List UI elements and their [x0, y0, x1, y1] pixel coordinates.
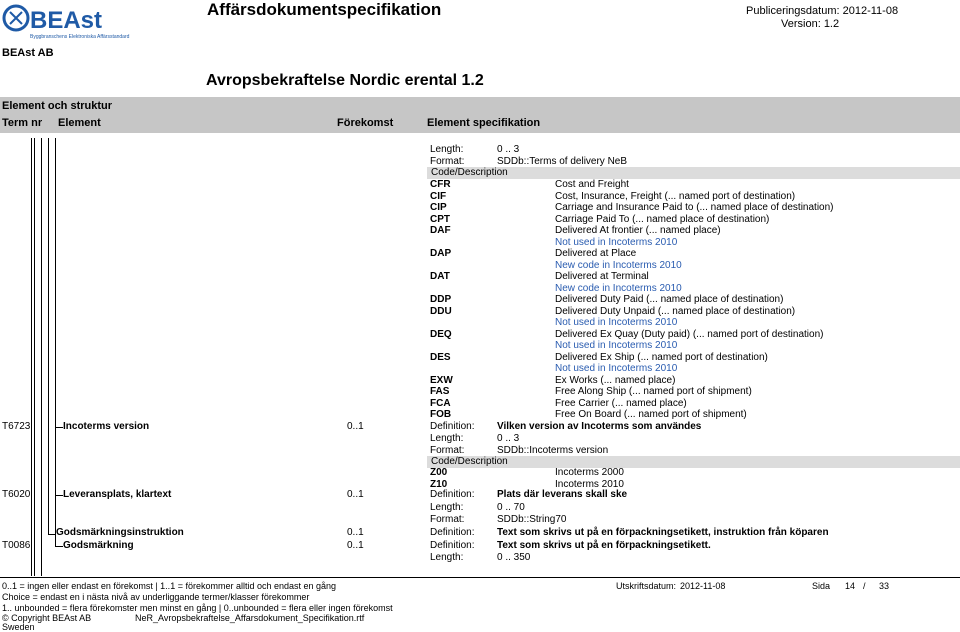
tree-line — [48, 138, 49, 534]
code-description-label: Code/Description — [431, 167, 508, 178]
format-value: SDDb::String70 — [497, 514, 567, 525]
length-label: Length: — [430, 433, 464, 444]
length-value: 0 .. 350 — [497, 552, 531, 563]
term-number: T6723 — [2, 421, 31, 432]
code: DDP — [430, 294, 452, 305]
spec-length-value: 0 .. 3 — [497, 144, 520, 155]
code-description: Delivered at Terminal — [555, 271, 649, 282]
file-name: NeR_Avropsbekraftelse_Affarsdokument_Specifikation.rtf — [135, 613, 365, 623]
spec-length-label: Length: — [430, 144, 464, 155]
page-label: Sida — [812, 581, 831, 591]
version — [781, 18, 839, 30]
code: CPT — [430, 213, 450, 225]
code: FOB — [430, 409, 452, 420]
incoterms-note: Not used in Incoterms 2010 — [555, 317, 678, 328]
length-value: 0 .. 70 — [497, 502, 525, 513]
incoterms-note: Not used in Incoterms 2010 — [555, 363, 678, 374]
occurrence: 0..1 — [347, 421, 364, 432]
incoterms-note: New code in Incoterms 2010 — [555, 282, 682, 294]
definition-text: Plats där leverans skall ske — [497, 489, 628, 500]
beast-logo — [2, 2, 130, 42]
page-number: 14 — [845, 581, 856, 591]
document-title: Affärsdokumentspecifikation — [207, 0, 442, 19]
code: Z10 — [430, 479, 448, 490]
code-description: Cost, Insurance, Freight (... named port of destination) — [555, 190, 796, 202]
length-label: Length: — [430, 552, 464, 563]
print-date: 2012-11-08 — [680, 581, 726, 591]
version-label: Version: — [781, 18, 821, 30]
format-label: Format: — [430, 514, 465, 525]
tree-branch — [48, 534, 56, 535]
code: FCA — [430, 397, 451, 409]
term-number: T6020 — [2, 489, 31, 500]
code-description: Incoterms 2000 — [555, 467, 624, 478]
code-description: Cost and Freight — [555, 179, 629, 190]
tree-line — [31, 138, 32, 576]
code-description: Carriage and Insurance Paid to (... named place of destination) — [555, 202, 834, 213]
legend-choice: Choice = endast en i nästa nivå av underliggande termer/klasser förekommer — [2, 592, 310, 602]
col-element: Element — [58, 117, 101, 129]
length-label: Length: — [430, 502, 464, 513]
code-description: Delivered Duty Unpaid (... named place of destination) — [555, 305, 796, 317]
col-occurrence: Förekomst — [337, 117, 394, 129]
code-description-header — [427, 456, 960, 468]
incoterms-note: Not used in Incoterms 2010 — [555, 236, 678, 248]
definition-label: Definition: — [430, 489, 475, 500]
tree-line — [41, 138, 42, 576]
format-value: SDDb::Incoterms version — [497, 445, 609, 456]
country: Sweden — [2, 622, 35, 632]
code-description: Free On Board (... named port of shipment) — [555, 409, 747, 420]
code-description: Delivered Ex Ship (... named port of destination) — [555, 351, 768, 363]
column-header-band — [0, 97, 960, 133]
code-description: Delivered At frontier (... named place) — [555, 225, 721, 236]
code: DEQ — [430, 328, 452, 340]
tree-branch — [55, 427, 63, 428]
element-name: Incoterms version — [63, 421, 150, 432]
code: CIP — [430, 202, 447, 213]
version-value: 1.2 — [823, 18, 840, 30]
code: CIF — [430, 190, 447, 202]
code-description: Free Carrier (... named place) — [555, 397, 687, 409]
publication-date — [746, 5, 898, 17]
element-name: Godsmärkning — [63, 540, 134, 551]
definition-text: Text som skrivs ut på en förpackningsetikett, instruktion från köparen — [497, 527, 829, 538]
page-total: 33 — [879, 581, 890, 591]
definition-label: Definition: — [430, 421, 475, 432]
occurrence: 0..1 — [347, 489, 364, 500]
section-heading: Element och struktur — [2, 100, 113, 112]
definition-text: Text som skrivs ut på en förpackningsetikett. — [497, 540, 711, 551]
tree-line — [55, 138, 56, 546]
page-separator: / — [863, 581, 866, 591]
code-description: Ex Works (... named place) — [555, 374, 676, 386]
definition-label: Definition: — [430, 540, 475, 551]
document-subtitle: Avropsbekraftelse Nordic erental 1.2 — [206, 72, 484, 89]
tree-line — [34, 138, 35, 576]
spec-format-value: SDDb::Terms of delivery NeB — [497, 156, 628, 167]
print-date-label: Utskriftsdatum: — [616, 581, 677, 591]
length-value: 0 .. 3 — [497, 433, 520, 444]
legend-unbounded: 1.. unbounded = flera förekomster men minst en gång | 0..unbounded = flera eller ingen förekomst — [2, 603, 393, 613]
code-description: Carriage Paid To (... named place of destination) — [555, 213, 770, 225]
legend-occurrence: 0..1 = ingen eller endast en förekomst | 1..1 = förekommer alltid och endast en gång — [2, 581, 337, 591]
term-number: T0086 — [2, 540, 31, 551]
code-description: Free Along Ship (... named port of shipment) — [555, 386, 752, 397]
code-description: Delivered Ex Quay (Duty paid) (... named port of destination) — [555, 328, 824, 340]
col-term: Term nr — [2, 117, 43, 129]
occurrence: 0..1 — [347, 527, 364, 538]
tree-branch — [55, 546, 63, 547]
code-description-header — [427, 167, 960, 179]
definition-label: Definition: — [430, 527, 475, 538]
element-name: Godsmärkningsinstruktion — [56, 527, 184, 538]
code: DES — [430, 351, 451, 363]
logo-tagline: Byggbranschens Elektroniska Affärsstandard — [30, 34, 130, 40]
code: FAS — [430, 386, 450, 397]
footer-rule — [0, 577, 960, 578]
code-description: Delivered at Place — [555, 248, 637, 259]
code: DAT — [430, 271, 450, 282]
tree-branch — [55, 495, 63, 496]
occurrence: 0..1 — [347, 540, 364, 551]
code: DAP — [430, 248, 452, 259]
code-description-label: Code/Description — [431, 456, 508, 467]
code: DDU — [430, 305, 452, 317]
code: EXW — [430, 374, 453, 386]
incoterms-note: New code in Incoterms 2010 — [555, 259, 682, 271]
format-label: Format: — [430, 445, 465, 456]
definition-text: Vilken version av Incoterms som användes — [497, 421, 702, 432]
code: DAF — [430, 225, 451, 236]
spec-format-label: Format: — [430, 156, 465, 167]
copyright: © Copyright BEAst AB — [2, 613, 92, 623]
logo-text: BEAst — [30, 7, 103, 34]
code-description: Delivered Duty Paid (... named place of destination) — [555, 294, 784, 305]
element-name: Leveransplats, klartext — [63, 489, 172, 500]
pub-date-label: Publiceringsdatum: — [746, 5, 840, 17]
code-description: Incoterms 2010 — [555, 479, 624, 490]
code: CFR — [430, 179, 451, 190]
code: Z00 — [430, 467, 448, 478]
company-name: BEAst AB — [2, 47, 54, 59]
pub-date-value: 2012-11-08 — [842, 5, 899, 17]
incoterms-note: Not used in Incoterms 2010 — [555, 340, 678, 351]
col-spec: Element specifikation — [427, 117, 541, 129]
